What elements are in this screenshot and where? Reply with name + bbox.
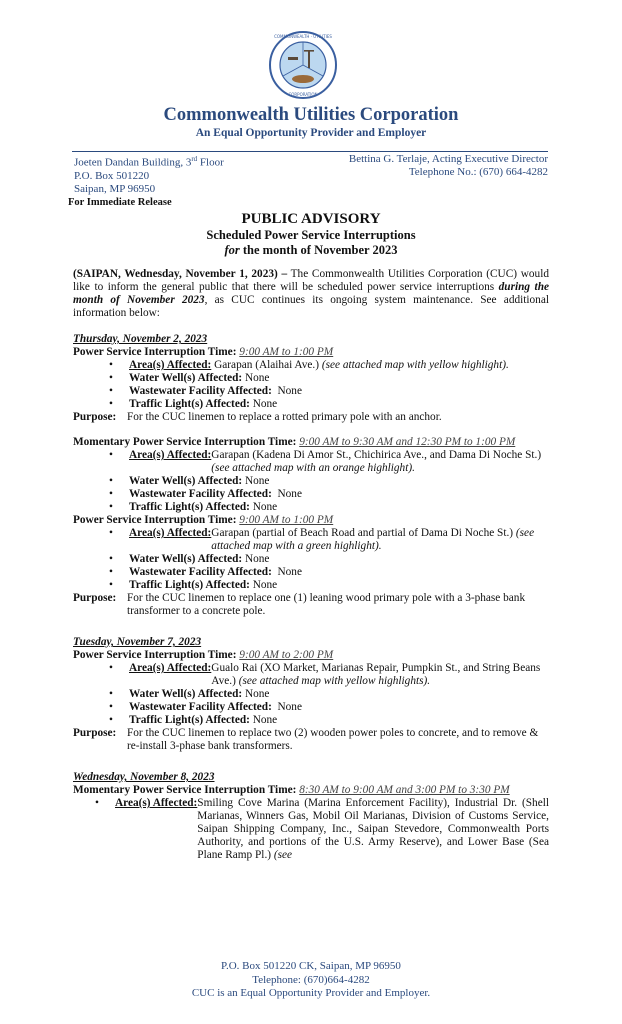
contact-block	[349, 153, 548, 179]
traffic-lights-affected: • Traffic Light(s) Affected: None	[109, 714, 549, 727]
area-affected: • Area(s) Affected: Garapan (Alaihai Ave.) (see attached map with yellow highlight).	[109, 359, 549, 372]
wastewater-affected: • Wastewater Facility Affected: None	[109, 385, 549, 398]
area-affected: • Area(s) Affected: Garapan (Kadena Di Amor St., Chichirica Ave., and Dama Di Noche St.) (see attached map with an orange highlight).	[109, 449, 549, 475]
footer-telephone: Telephone: (670)664-4282	[252, 973, 370, 986]
water-wells-affected: • Water Well(s) Affected: None	[109, 553, 549, 566]
wastewater-affected: • Wastewater Facility Affected: None	[109, 566, 549, 579]
water-wells-affected: • Water Well(s) Affected: None	[109, 475, 549, 488]
interruption-time: Power Service Interruption Time: 9:00 AM to 1:00 PM	[73, 346, 334, 358]
day-heading: Tuesday, November 7, 2023	[73, 636, 202, 648]
advisory-subtitle: Scheduled Power Service Interruptions	[206, 228, 416, 242]
traffic-lights-affected: • Traffic Light(s) Affected: None	[109, 501, 549, 514]
schedule-day	[73, 333, 549, 424]
advisory-body	[73, 268, 549, 862]
schedule-day	[73, 436, 549, 618]
release-label: For Immediate Release	[68, 197, 172, 208]
org-name: Commonwealth Utilities Corporation	[163, 105, 459, 125]
address-line-3: Saipan, MP 96950	[74, 182, 156, 195]
title-block	[0, 210, 622, 258]
interruption-time: Power Service Interruption Time: 9:00 AM to 2:00 PM	[73, 649, 334, 661]
area-affected: • Area(s) Affected: Gualo Rai (XO Market, Marianas Repair, Pumpkin St., and String Beans Ave.) (see attached map with yellow highlights).	[109, 662, 549, 688]
advisory-month: for the month of November 2023	[224, 243, 398, 257]
schedule-day	[73, 771, 549, 862]
address-line-2: P.O. Box 501220	[74, 169, 150, 182]
svg-text:CORPORATION: CORPORATION	[288, 92, 318, 97]
address-line-1: Joeten Dandan Building, 3rd Floor	[74, 155, 224, 169]
org-tagline: An Equal Opportunity Provider and Employer	[195, 127, 427, 139]
purpose: Purpose: For the CUC linemen to replace one (1) leaning wood primary pole with a 3-phase bank transformer to a concrete pole.	[73, 592, 526, 617]
address-block	[74, 153, 224, 196]
cuc-seal-logo-icon	[268, 30, 338, 100]
day-heading: Wednesday, November 8, 2023	[73, 771, 215, 783]
schedule-day	[73, 636, 549, 753]
traffic-lights-affected: • Traffic Light(s) Affected: None	[109, 579, 549, 592]
water-wells-affected: • Water Well(s) Affected: None	[109, 688, 549, 701]
day-heading: Thursday, November 2, 2023	[73, 333, 208, 345]
telephone: Telephone No.: (670) 664-4282	[408, 166, 548, 178]
water-wells-affected: • Water Well(s) Affected: None	[109, 372, 549, 385]
advisory-title: PUBLIC ADVISORY	[241, 211, 381, 227]
intro-paragraph: (SAIPAN, Wednesday, November 1, 2023) – The Commonwealth Utilities Corporation (CUC) would like to inform the general public that there will be scheduled power service interruptions during the month of November 2023, as CUC continues its ongoing system maintenance. See additional information below:	[73, 268, 549, 319]
page-footer	[0, 960, 622, 1001]
footer-address: P.O. Box 501220 CK, Saipan, MP 96950	[221, 960, 401, 972]
interruption-time: Momentary Power Service Interruption Time: 8:30 AM to 9:00 AM and 3:00 PM to 3:30 PM	[73, 784, 510, 796]
purpose: Purpose: For the CUC linemen to replace a rotted primary pole with an anchor.	[73, 411, 442, 423]
area-affected: • Area(s) Affected: Garapan (partial of Beach Road and partial of Dama Di Noche St.) (see attached map with a green highlight).	[109, 527, 549, 553]
footer-eeo-statement: CUC is an Equal Opportunity Provider and Employer.	[191, 987, 431, 999]
header-divider	[72, 151, 548, 152]
svg-text:COMMONWEALTH · UTILITIES: COMMONWEALTH · UTILITIES	[274, 34, 332, 39]
interruption-time: Power Service Interruption Time: 9:00 AM to 1:00 PM	[73, 514, 334, 526]
purpose: Purpose: For the CUC linemen to replace two (2) wooden power poles to concrete, and to remove & re-install 3-phase bank transformers.	[73, 727, 539, 752]
wastewater-affected: • Wastewater Facility Affected: None	[109, 701, 549, 714]
area-affected: • Area(s) Affected: Smiling Cove Marina (Marina Enforcement Facility), Industrial Dr. (Shell Marianas, Winners Gas, Mobil Oil Marianas, Division of Customs Service, Saipan Shipping Company, Inc., Saipan Stevedore, Commonwealth Ports Authority, and portions of the U.S. Army Reserve), and Lower Base (Sea Plane Ramp Pl.) (see	[95, 797, 549, 862]
wastewater-affected: • Wastewater Facility Affected: None	[109, 488, 549, 501]
interruption-time: Momentary Power Service Interruption Time: 9:00 AM to 9:30 AM and 12:30 PM to 1:00 PM	[73, 436, 516, 448]
traffic-lights-affected: • Traffic Light(s) Affected: None	[109, 398, 549, 411]
director-name: Bettina G. Terlaje, Acting Executive Director	[348, 153, 548, 165]
